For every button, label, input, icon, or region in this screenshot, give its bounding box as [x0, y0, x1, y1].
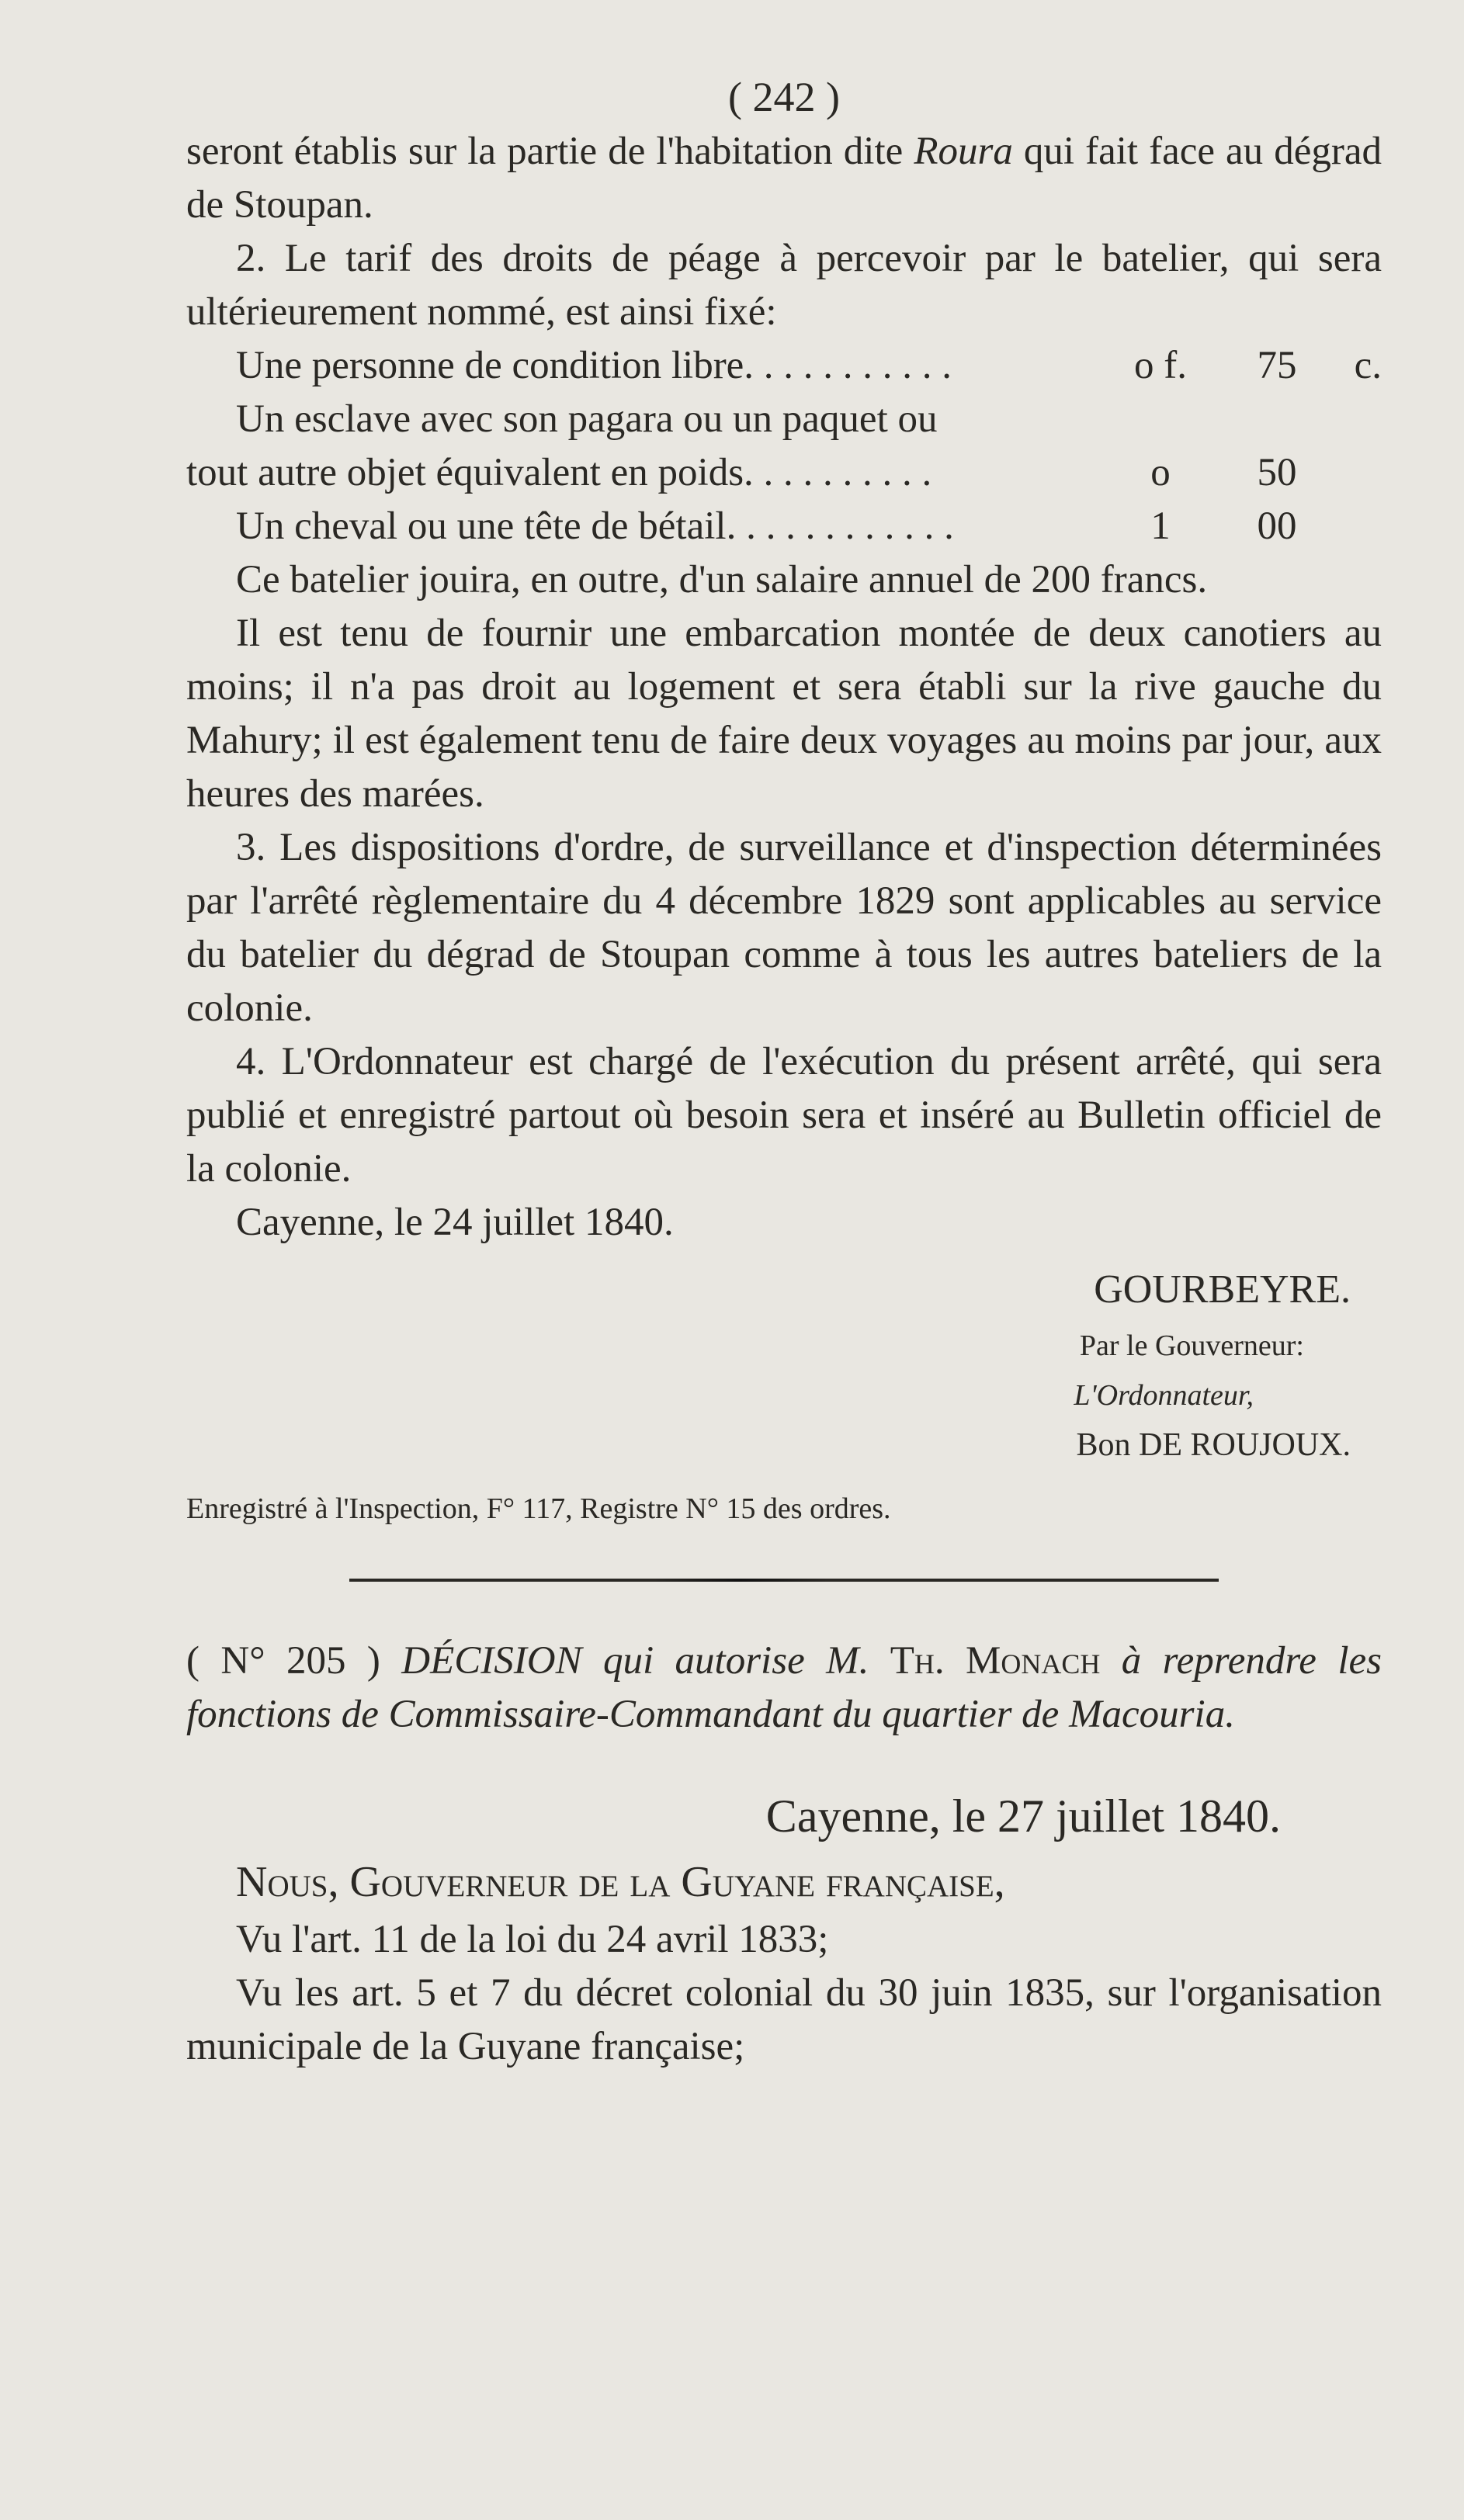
tariff-row-3: [186, 500, 1382, 553]
tariff-row-2: [186, 446, 1382, 500]
paragraph-article-4: 4. L'Ordonnateur est chargé de l'exécution du présent arrêté, qui sera publié et enregistré partout où besoin sera et inséré au Bulletin officiel de la colonie.: [186, 1040, 1382, 1191]
signature-governor: GOURBEYRE.: [1094, 1267, 1351, 1312]
tariff-cents: 50: [1257, 451, 1297, 494]
tariff-francs: o: [1150, 451, 1171, 494]
paragraph-salary: Ce batelier jouira, en outre, d'un salaire annuel de 200 francs.: [236, 558, 1208, 601]
paragraph-article-2: 2. Le tarif des droits de péage à percevoir par le batelier, qui sera ultérieurement nommé, est ainsi fixé:: [186, 237, 1382, 334]
tariff-row-1: [186, 339, 1382, 393]
signature-roujoux: Bon DE ROUJOUX.: [1076, 1427, 1351, 1463]
page-number: ( 242 ): [728, 74, 840, 120]
tariff-francs: o f.: [1134, 344, 1187, 387]
document-page: [186, 74, 1382, 2074]
signature-par-le-gouverneur: Par le Gouverneur:: [1079, 1329, 1304, 1362]
paragraph-duties: Il est tenu de fournir une embarcation montée de deux canotiers au moins; il n'a pas droit au logement et sera établi sur la rive gauche du Mahury; il est également tenu de faire deux voyages au moins par jour, aux heures des marées.: [186, 612, 1382, 816]
paragraph-date: Cayenne, le 24 juillet 1840.: [236, 1201, 674, 1244]
tariff-cents: 00: [1257, 504, 1297, 548]
nous-gouverneur: Nous, Gouverneur de la Guyane française,: [236, 1858, 1005, 1906]
decision-person: Th. Monach: [890, 1639, 1101, 1683]
registry-note: Enregistré à l'Inspection, F° 117, Registre N° 15 des ordres.: [186, 1492, 891, 1525]
roura-italic: Roura: [914, 130, 1013, 173]
vu-clause-2: Vu les art. 5 et 7 du décret colonial du 30 juin 1835, sur l'organisation municipale de la Guyane française;: [186, 1971, 1382, 2068]
tariff-label: Un cheval ou une tête de bétail. . . . . . . . . . . .: [236, 504, 954, 548]
section-divider: [349, 1579, 1219, 1582]
paragraph-1-tail: qui fait face au dégrad de Stoupan.: [186, 130, 1382, 227]
tariff-unit: c.: [1354, 344, 1382, 387]
tariff-cents: 75: [1257, 344, 1297, 387]
paragraph-1-text: seront établis sur la partie de l'habitation dite: [186, 130, 914, 173]
decision-heading: [186, 1634, 1382, 1742]
tariff-label: tout autre objet équivalent en poids. . . . . . . . . .: [186, 451, 932, 494]
paragraph-1: [186, 125, 1382, 232]
decision-title: DÉCISION: [401, 1639, 582, 1683]
decision-text-1: qui autorise M.: [581, 1639, 890, 1683]
decision-number: ( N° 205 ): [186, 1639, 402, 1683]
tariff-label: Une personne de condition libre. . . . . . . . . . .: [236, 344, 952, 387]
tariff-francs: 1: [1150, 504, 1171, 548]
tariff-wrap-line: Un esclave avec son pagara ou un paquet ou: [236, 397, 938, 441]
signature-ordonnateur: L'Ordonnateur,: [1074, 1379, 1254, 1412]
vu-clause-1: Vu l'art. 11 de la loi du 24 avril 1833;: [236, 1918, 829, 1961]
decision-text-2: à reprendre les fonctions de Commissaire-Commandant du quartier de Macouria.: [186, 1639, 1382, 1736]
decision-date: Cayenne, le 27 juillet 1840.: [765, 1790, 1281, 1842]
paragraph-article-3: 3. Les dispositions d'ordre, de surveillance et d'inspection déterminées par l'arrêté règlementaire du 4 décembre 1829 sont applicables au service du batelier du dégrad de Stoupan comme à tous les autres bateliers de la colonie.: [186, 826, 1382, 1030]
